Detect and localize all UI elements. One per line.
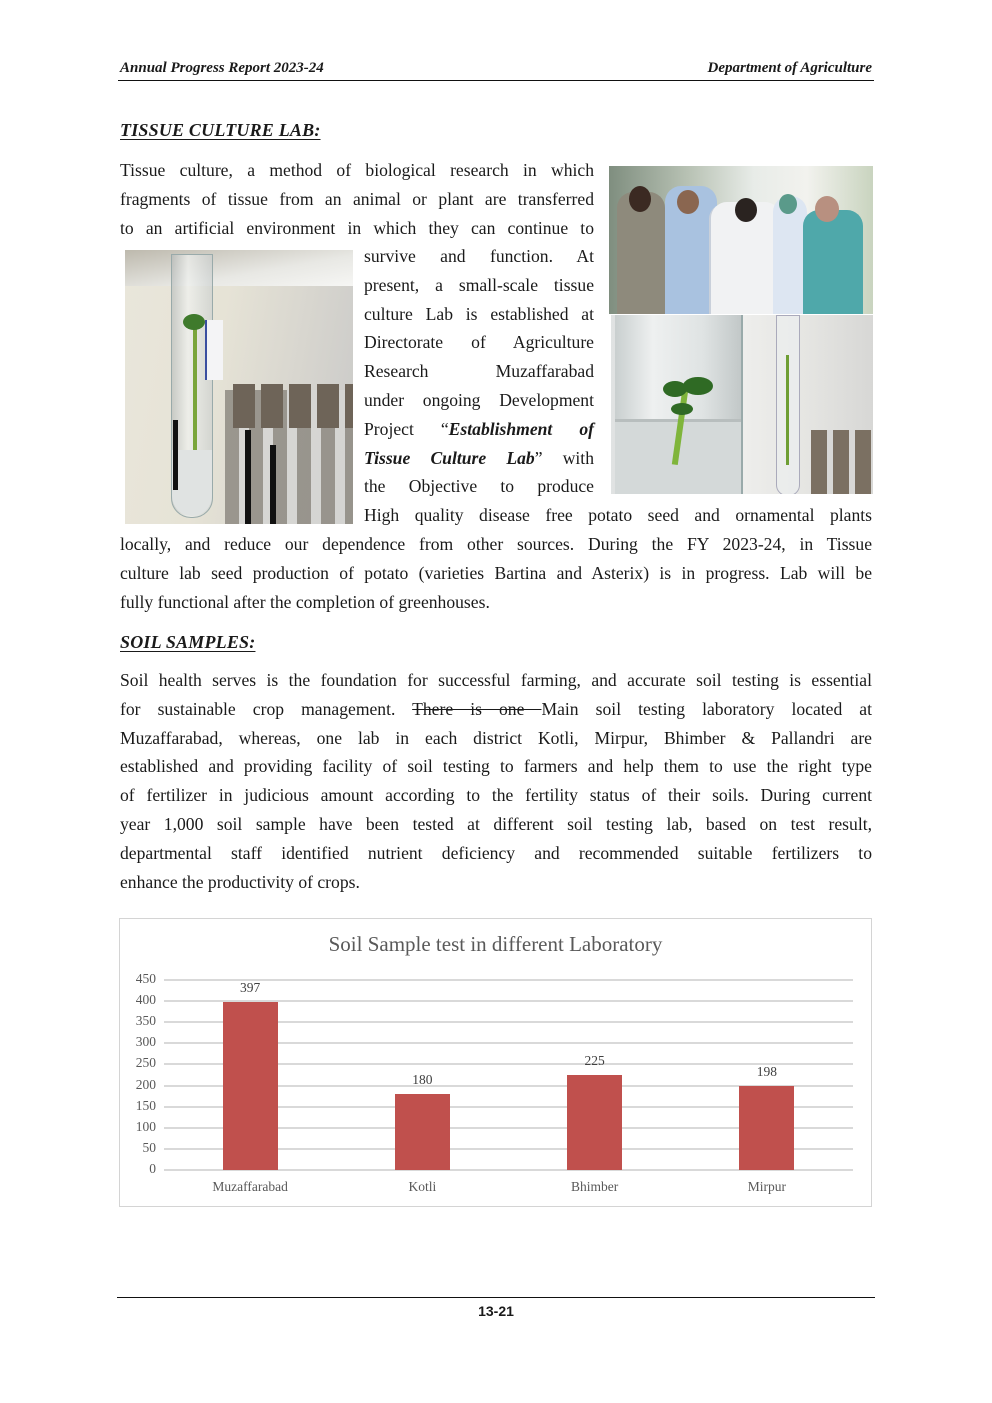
struck-text: There is one bbox=[412, 698, 542, 719]
x-axis-category-label: Kotli bbox=[408, 1179, 437, 1194]
bar-mirpur bbox=[739, 1086, 794, 1170]
project-line-2 bbox=[364, 444, 594, 473]
text-line: the Objective to produce bbox=[364, 476, 594, 497]
y-axis-tick-label: 50 bbox=[142, 1139, 156, 1155]
text-line: Tissue culture, a method of biological research in which bbox=[120, 160, 594, 180]
text-line: locally, and reduce our dependence from other sources. During the FY 2023-24, in Tissue bbox=[120, 534, 872, 554]
text-line: year 1,000 soil sample have been tested at different soil testing lab, based on test result, bbox=[120, 813, 872, 834]
department-name: Department of Agriculture bbox=[707, 60, 872, 76]
text-line: fragments of tissue from an animal or plant are transferred bbox=[120, 188, 594, 209]
x-axis-category-label: Bhimber bbox=[571, 1179, 619, 1194]
tissue-culture-narrow-text bbox=[364, 242, 594, 501]
project-name-cont: Tissue Culture Lab bbox=[364, 447, 535, 468]
text-line: of fertilizer in judicious amount according to the fertility status of their soils. During current bbox=[120, 785, 872, 806]
soil-samples-paragraph bbox=[120, 666, 872, 896]
y-axis-tick-label: 100 bbox=[135, 1118, 156, 1134]
text-line: established and providing facility of soil testing to farmers and help them to use the right type bbox=[120, 756, 872, 777]
text-line: culture lab seed production of potato (varieties Bartina and Asterix) is in progress. Lab will be bbox=[120, 562, 872, 583]
data-label: 180 bbox=[412, 1072, 433, 1087]
tissue-culture-continued bbox=[364, 501, 872, 530]
data-label: 225 bbox=[584, 1053, 605, 1068]
project-name: Establishment of bbox=[448, 418, 594, 439]
text-fragment: for sustainable crop management. bbox=[120, 698, 413, 719]
data-label: 198 bbox=[756, 1064, 777, 1080]
soil-samples-heading: SOIL SAMPLES: bbox=[120, 632, 256, 652]
x-axis-category-label: Muzaffarabad bbox=[212, 1179, 288, 1194]
text-line: Research Muzaffarabad bbox=[364, 361, 594, 382]
text-line: Directorate of Agriculture bbox=[364, 332, 594, 353]
tissue-culture-intro bbox=[120, 156, 594, 242]
y-axis-tick-label: 350 bbox=[135, 1013, 156, 1029]
y-axis-tick-label: 150 bbox=[135, 1097, 156, 1113]
page-header bbox=[118, 58, 874, 81]
text-fragment: ” with bbox=[534, 447, 594, 468]
text-line: survive and function. At bbox=[364, 246, 594, 266]
text-line: High quality disease free potato seed and ornamental plants bbox=[364, 505, 872, 525]
text-line: departmental staff identified nutrient deficiency and recommended suitable fertilizers to bbox=[120, 842, 872, 863]
text-line: Muzaffarabad, whereas, one lab in each district Kotli, Mirpur, Bhimber & Pallandri are bbox=[120, 727, 872, 748]
x-axis-category-label: Mirpur bbox=[747, 1179, 786, 1194]
y-axis-tick-label: 250 bbox=[135, 1055, 156, 1071]
chart-title: Soil Sample test in different Laboratory bbox=[328, 932, 663, 956]
text-line: to an artificial environment in which they can continue to bbox=[120, 217, 594, 238]
y-axis-tick-label: 0 bbox=[149, 1161, 156, 1176]
soil-sample-bar-chart bbox=[119, 918, 872, 1207]
data-label: 397 bbox=[240, 980, 261, 996]
tissue-culture-conclusion bbox=[120, 530, 872, 616]
potato-plantlet-in-jar-photo bbox=[611, 315, 873, 494]
text-line: culture Lab is established at bbox=[364, 303, 594, 324]
bar-muzaffarabad bbox=[223, 1002, 278, 1170]
text-line: under ongoing Development bbox=[364, 389, 594, 410]
y-axis-tick-label: 300 bbox=[135, 1034, 156, 1050]
text-fragment: Project “ bbox=[364, 418, 449, 439]
project-line bbox=[364, 415, 594, 444]
report-title: Annual Progress Report 2023-24 bbox=[120, 60, 324, 76]
bar-bhimber bbox=[567, 1075, 622, 1170]
text-fragment: Main soil testing laboratory located at bbox=[541, 698, 873, 719]
y-axis-tick-label: 400 bbox=[135, 992, 156, 1008]
text-line-with-strikethrough bbox=[120, 695, 872, 724]
y-axis-tick-label: 450 bbox=[135, 971, 156, 986]
lab-visit-group-photo bbox=[609, 166, 873, 314]
text-line: Soil health serves is the foundation for successful farming, and accurate soil testing is essential bbox=[120, 670, 872, 690]
text-line: fully functional after the completion of greenhouses. bbox=[120, 591, 490, 612]
test-tube-plantlet-photo bbox=[125, 250, 353, 524]
tissue-culture-heading: TISSUE CULTURE LAB: bbox=[120, 120, 321, 140]
text-line: present, a small-scale tissue bbox=[364, 274, 594, 295]
bar-kotli bbox=[395, 1094, 450, 1170]
y-axis-tick-label: 200 bbox=[135, 1076, 156, 1092]
page-number: 13-21 bbox=[478, 1303, 514, 1319]
text-line: enhance the productivity of crops. bbox=[120, 871, 360, 892]
footer-rule bbox=[117, 1297, 875, 1298]
